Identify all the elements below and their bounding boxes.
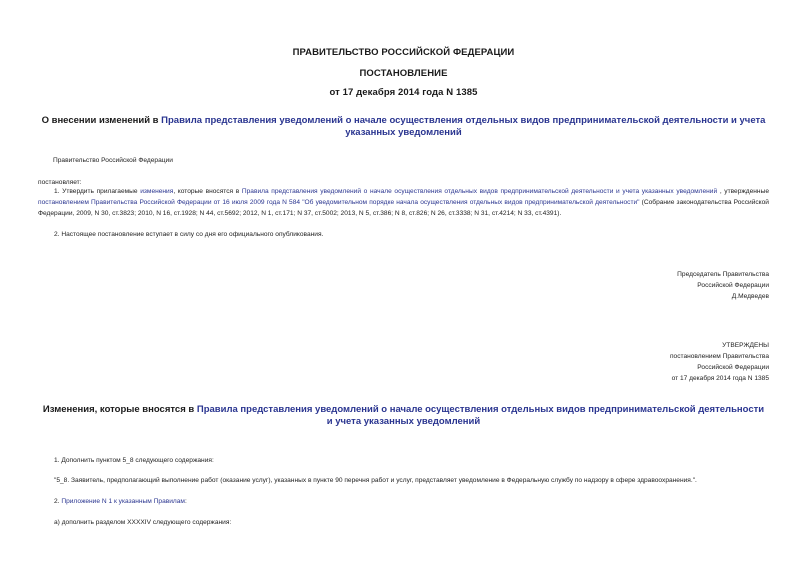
rules-link[interactable]: Правила представления уведомлений о начале осуществления отдельных видов предпринимательской деятельности и учета указанных уведомлений [161,115,766,138]
approved-heading: УТВЕРЖДЕНЫ [722,342,769,349]
decree-title-prefix: О внесении изменений в [41,115,162,126]
change-1: 1. Дополнить пунктом 5_8 следующего содержания: [54,457,214,464]
changes-rules-link[interactable]: Правила представления уведомлений о начале осуществления отдельных видов предпринимательской деятельности и учета указанных уведомлений [196,404,765,427]
decree-title [36,115,771,138]
signature-position-2: Российской Федерации [697,282,769,289]
change-2-colon: : [184,498,187,505]
changes-title [40,404,767,427]
government-header: ПРАВИТЕЛЬСТВО РОССИЙСКОЙ ФЕДЕРАЦИИ [292,47,515,58]
change-2-a: а) дополнить разделом XXXXIV следующего содержания: [54,519,232,526]
item-1-paragraph [38,186,769,219]
item-2-paragraph: 2. Настоящее постановление вступает в силу со дня его официального опубликования. [54,231,324,238]
change-1-quote: "5_8. Заявитель, предполагающий выполнение работ (оказание услуг), указанных в пункте 90 перечня работ и услуг, представляет уведомление в Федеральную службу по надзору в сфере здравоохранения.". [54,477,697,484]
changes-title-prefix: Изменения, которые вносятся в [42,404,197,415]
changes-link[interactable]: изменения [140,188,174,195]
item-1-sources: (Собрание законодательства Российской Федерации, 2009, N 30, ст.3823; 2010, N 16, ст.1928; N 44, ст.5692; 2012, N 1, ст.171; N 37, ст.5002; 2013, N 5, ст.386; N 8, ст.826; N 26, ст.3338; N 31, ст.4214; N 33, ст.4391). [38,199,769,217]
item-1-mid: , которые вносятся в [173,188,242,195]
rules-link-inline[interactable]: Правила представления уведомлений о начале осуществления отдельных видов предпринимательской деятельности и учета указанных уведомлений [241,188,718,195]
change-2-number: 2. [54,498,62,505]
decree-date-number: от 17 декабря 2014 года N 1385 [329,87,478,98]
appendix-1-link[interactable]: Приложение N 1 к указанным Правилам [61,498,185,505]
document-type: ПОСТАНОВЛЕНИЕ [359,68,448,79]
signature-name: Д.Медведев [731,293,769,300]
approved-line-2: Российской Федерации [697,364,769,371]
approved-line-1: постановлением Правительства [669,353,769,360]
change-2 [54,496,187,507]
decrees-line: постановляет: [38,179,82,186]
item-1-approved: , утвержденные [717,188,769,195]
decree-584-link[interactable]: постановлением Правительства Российской Федерации от 16 июля 2009 года N 584 "Об уведомительном порядке начала осуществления отдельных видов предпринимательской деятельности" [38,199,640,206]
signature-position-1: Председатель Правительства [677,271,769,278]
item-1-start: 1. Утвердить прилагаемые [54,188,141,195]
government-line: Правительство Российской Федерации [53,157,173,164]
approved-line-3: от 17 декабря 2014 года N 1385 [671,375,769,382]
